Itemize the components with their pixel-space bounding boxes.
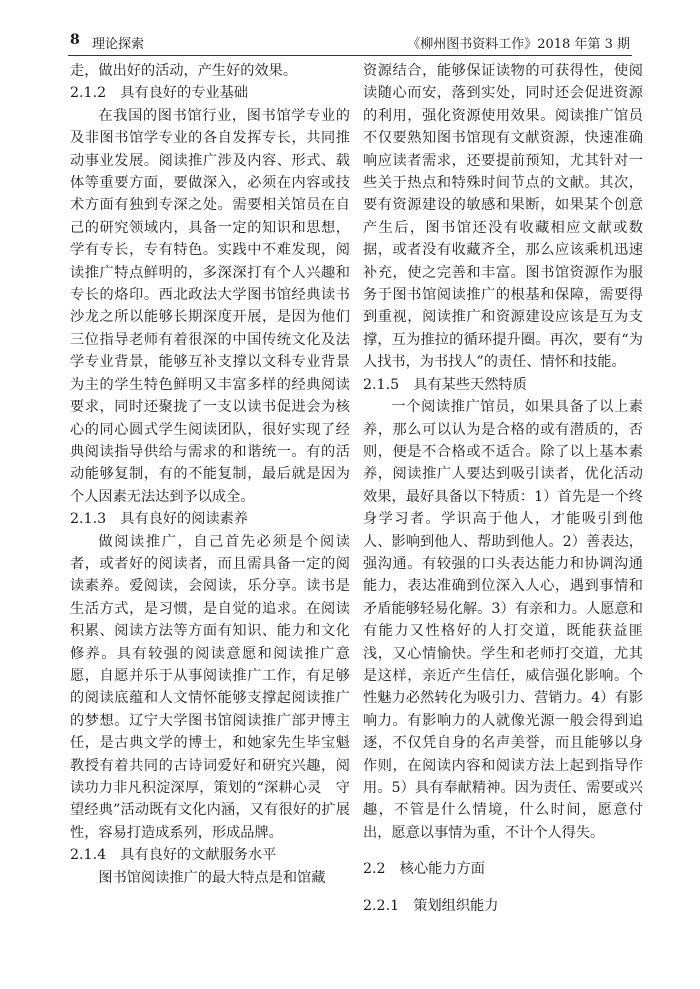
spacer: [363, 844, 643, 858]
section-name: 理论探索: [92, 37, 145, 52]
paragraph-continued: 资源结合，能够保证读物的可获得性，使阅读随心而安，落到实处，同时还会促进资源的利用，强化资源使用效果。阅读推广馆员不仅要熟知图书馆现有文献资源，快速准确响应读者需求，还要提前预知，尤其针对一些关于热点和特殊时间节点的文献。其次，要有资源建设的敏感和果断，如果某个创意产生后，图书馆还没有收藏相应文献或数据，或者没有收藏齐全，那么应该乘机迅速补充，使之完善和丰富。图书馆资源作为服务于图书馆阅读推广的根基和保障，需要得到重视，阅读推广和资源建设应该是互为支撑，互为推拉的循环提升圈。再次，要有“为人找书，为书找人”的责任、情怀和技能。: [363, 63, 643, 371]
paragraph: 图书馆阅读推广的最大特点是和馆藏: [98, 869, 326, 886]
journal-title: 《柳州图书资料工作》2018 年第 3 期: [407, 37, 630, 52]
spacer: [363, 881, 643, 895]
heading-2-1-4: 2.1.4 具有良好的文献服务水平: [70, 847, 277, 864]
heading-2-2: 2.2 核心能力方面: [363, 861, 485, 878]
heading-2-2-1: 2.2.1 策划组织能力: [363, 897, 499, 914]
heading-2-1-5: 2.1.5 具有某些天然特质: [363, 376, 527, 393]
paragraph: 一个阅读推广馆员，如果具备了以上素养，那么可以认为是合格的或有潜质的，否则，便是不合格或不适合。除了以上基本素养，阅读推广人要达到吸引读者，优化活动效果，最好具备以下特质：1）首先是一个终身学习者。学识高于他人，才能吸引到他人、影响到他人、帮助到他人。2）善表达，强沟通。有较强的口头表达能力和协调沟通能力，表达准确到位深入人心，遇到事情和矛盾能够轻易化解。3）有亲和力。人愿意和有能力又性格好的人打交道，既能获益匪浅，又心情愉快。学生和老师打交道，尤其是这样，亲近产生信任，威信强化影响。个性魅力必然转化为吸引力、营销力。4）有影响力。有影响力的人就像光源一般会得到追逐，不仅凭自身的名声美誉，而且能够以身作则，在阅读内容和阅读方法上起到指导作用。5）具有奉献精神。因为责任、需要或兴趣，不管是什么情境，什么时间，愿意付出，愿意以事情为重，不计个人得失。: [363, 399, 643, 841]
paragraph: 做阅读推广，自己首先必须是个阅读者，或者好的阅读者，而且需具备一定的阅读素养。爱阅读，会阅读，乐分享。读书是生活方式，是习惯，是自觉的追求。在阅读积累、阅读方法等方面有知识、能力和文化修养。具有较强的阅读意愿和阅读推广意愿，自愿并乐于从事阅读推广工作，有足够的阅读底蕴和人文情怀能够支撑起阅读推广的梦想。辽宁大学图书馆阅读推广部尹博主任，是古典文学的博士，和她家先生毕宝魁教授有着共同的古诗词爱好和研究兴趣，阅读功力非凡积淀深厚，策划的“深耕心灵 守望经典”活动既有文化内涵，又有很好的扩展性，容易打造成系列，形成品牌。: [70, 533, 350, 841]
paragraph-continued: 走，做出好的活动，产生好的效果。: [70, 63, 298, 79]
heading-2-1-2: 2.1.2 具有良好的专业基础: [70, 85, 248, 102]
running-header: [70, 32, 630, 54]
left-column: [70, 60, 350, 889]
header-rule: [68, 55, 632, 56]
paragraph: 在我国的图书馆行业，图书馆学专业的及非图书馆学专业的各自发挥专长，共同推动事业发展。阅读推广涉及内容、形式、载体等重要方面，要做深入，必须在内容或技术方面有独到专深之处。需要相关馆员在自己的研究领域内，具备一定的知识和思想，学有专长，专有特色。实践中不难发现，阅读推广特点鲜明的，多深深打有个人兴趣和专长的烙印。西北政法大学图书馆经典读书沙龙之所以能够长期深度开展，是因为他们三位指导老师有着很深的中国传统文化及法学专业背景，能够互补支撑以文科专业背景为主的学生特色鲜明又丰富多样的经典阅读要求，同时还聚拢了一支以读书促进会为核心的同心圆式学生阅读团队，很好实现了经典阅读指导供给与需求的和谐统一。有的活动能够复制，有的不能复制，最后就是因为个人因素无法达到予以成全。: [70, 107, 350, 505]
right-column: [363, 60, 643, 917]
heading-2-1-3: 2.1.3 具有良好的阅读素养: [70, 511, 248, 528]
page-number: 8: [70, 32, 80, 48]
